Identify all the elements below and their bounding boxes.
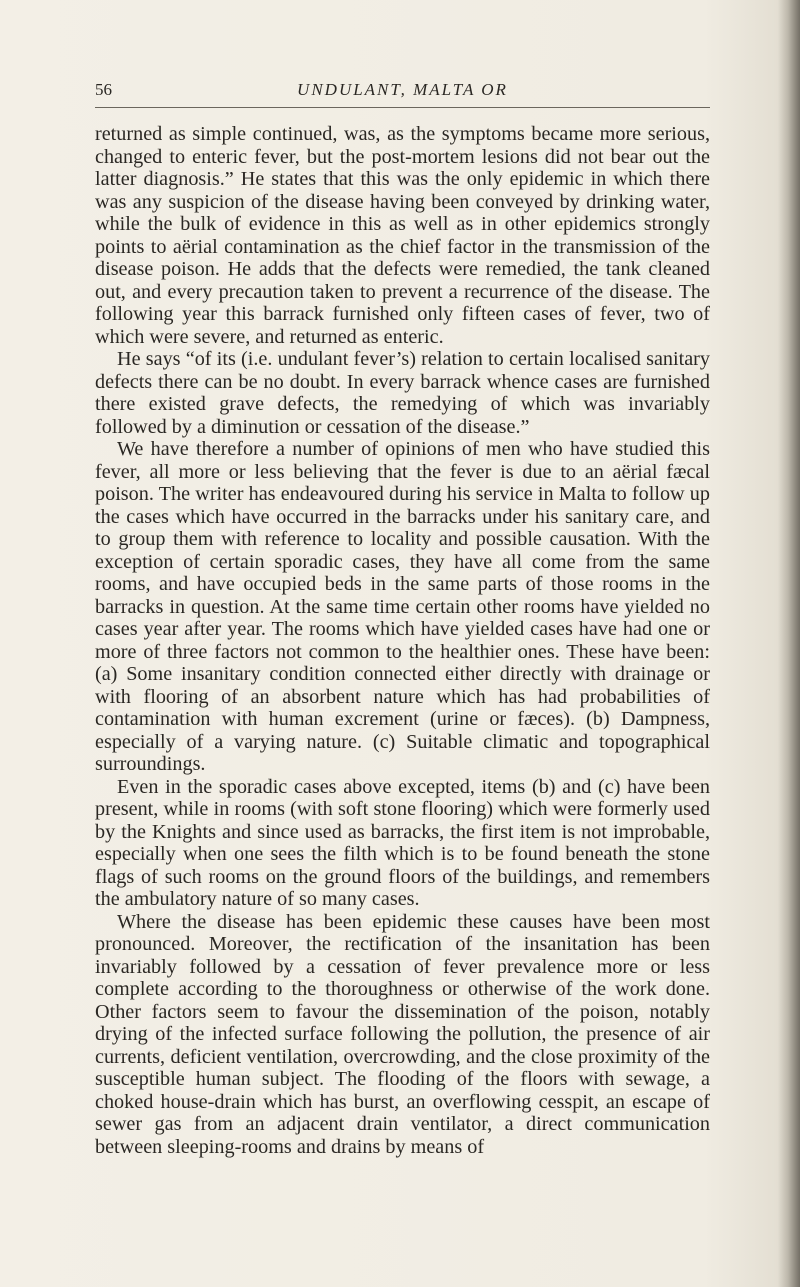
paragraph: Where the disease has been epidemic these causes have been most pronounced. Moreover, the rectification of the insanitation has been invariably followed by a cessation of fever prevalence more or less complete according to the thoroughness or otherwise of the work done. Other factors seem to favour the dissemination of the poison, notably drying of the infected surface following the pollution, the presence of air currents, deficient ventilation, overcrowding, and the close proximity of the susceptible human subject. The flooding of the floors with sewage, a choked house-drain which has burst, an overflowing cesspit, an escape of sewer gas from an adjacent drain ventilator, a direct communication between sleeping-rooms and drains by means of bbox=[95, 910, 710, 1158]
page-header bbox=[95, 80, 710, 108]
page-number: 56 bbox=[95, 80, 112, 99]
paragraph: We have therefore a number of opinions of men who have studied this fever, all more or less believing that the fever is due to an aërial fæcal poison. The writer has endeavoured during his service in Malta to follow up the cases which have occurred in the barracks under his sanitary care, and to group them with reference to locality and possible causation. With the exception of certain sporadic cases, they have all come from the same rooms, and have occupied beds in the same parts of those rooms in the barracks in question. At the same time certain other rooms have yielded no cases year after year. The rooms which have yielded cases have had one or more of three factors not common to the healthier ones. These have been: (a) Some insanitary condition connected either directly with drainage or with flooring of an absorbent nature which has had probabilities of contamination with human excrement (urine or fæces). (b) Dampness, especially of a varying nature. (c) Suitable climatic and topographical surroundings. bbox=[95, 438, 710, 775]
paragraph: returned as simple continued, was, as the symptoms became more serious, changed to enteric fever, but the post-mortem lesions did not bear out the latter diagnosis.” He states that this was the only epidemic in which there was any suspicion of the disease having been conveyed by drinking water, while the bulk of evidence in this as well as in other epidemics strongly points to aërial contamination as the chief factor in the transmission of the disease poison. He adds that the defects were remedied, the tank cleaned out, and every precaution taken to prevent a recurrence of the disease. The following year this barrack furnished only fifteen cases of fever, two of which were severe, and returned as enteric. bbox=[95, 123, 710, 348]
body-text bbox=[95, 123, 710, 1158]
running-head: UNDULANT, MALTA OR bbox=[297, 80, 508, 99]
paragraph: He says “of its (i.e. undulant fever’s) relation to certain localised sanitary defects there can be no doubt. In every barrack whence cases are furnished there existed grave defects, the remedying of which was invariably followed by a diminution or cessation of the disease.” bbox=[95, 348, 710, 438]
page-spine-shadow bbox=[778, 0, 800, 1287]
paragraph: Even in the sporadic cases above excepted, items (b) and (c) have been present, while in rooms (with soft stone flooring) which were formerly used by the Knights and since used as barracks, the first item is not improbable, especially when one sees the filth which is to be found beneath the stone flags of such rooms on the ground floors of the buildings, and remembers the ambulatory nature of so many cases. bbox=[95, 775, 710, 910]
header-rule bbox=[95, 107, 710, 108]
